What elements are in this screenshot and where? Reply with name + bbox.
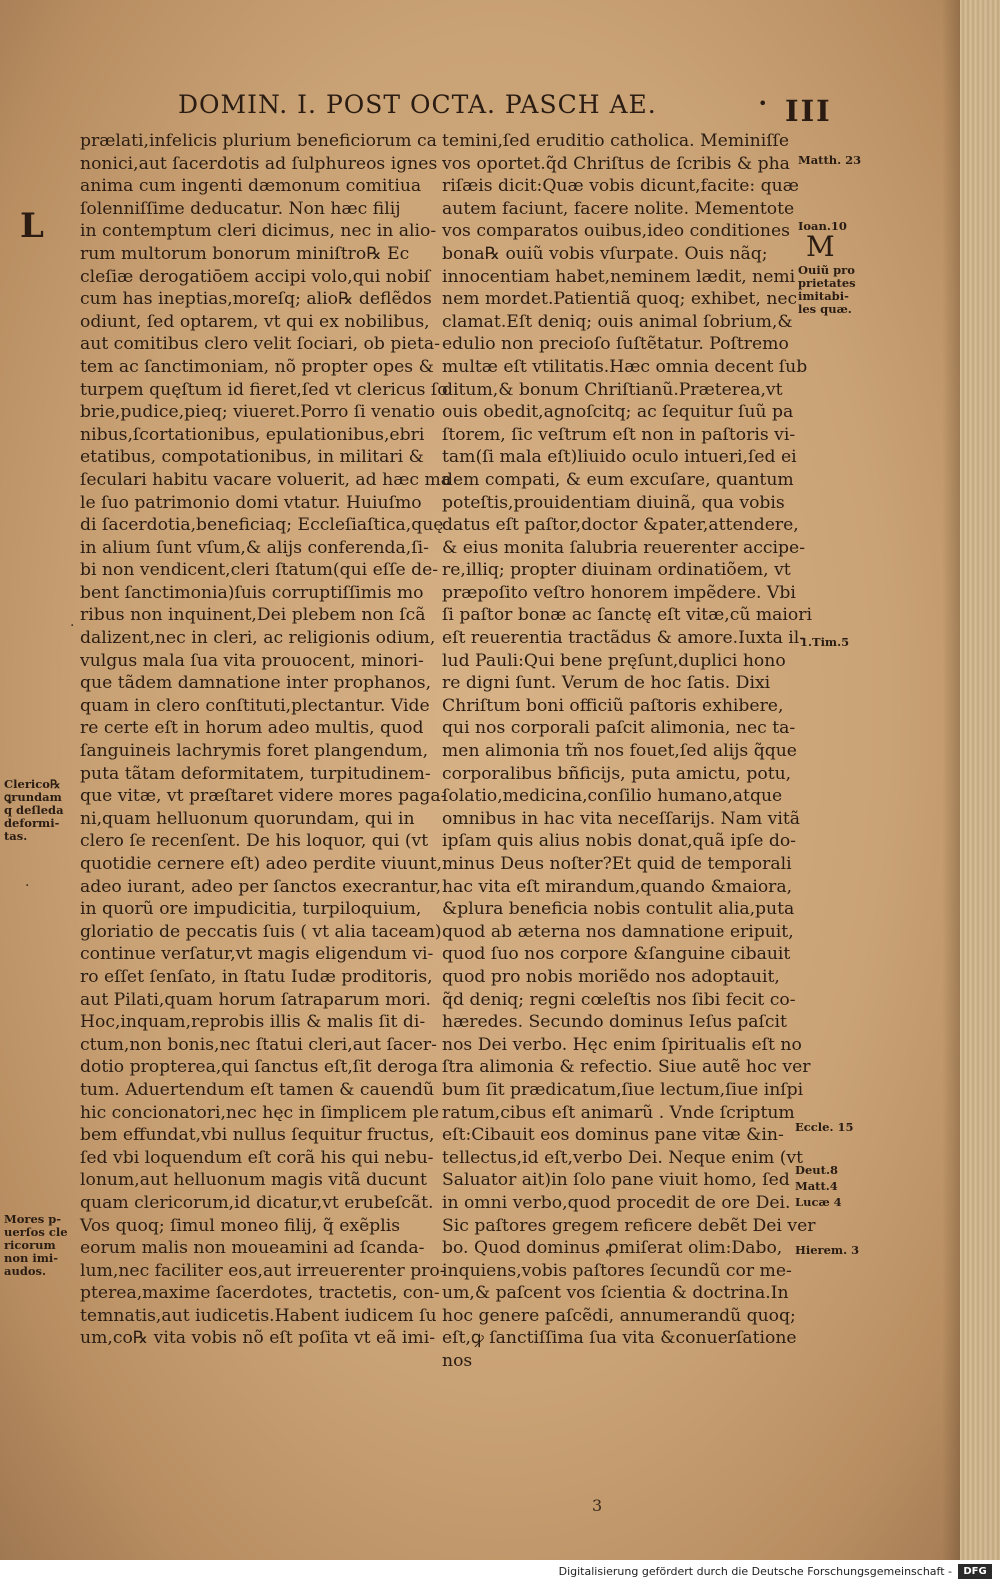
text-line: clero ſe recenſent. De his loquor, qui (vt <box>80 831 429 852</box>
right-margin-ref-ioan: Ioan.10 <box>798 219 847 233</box>
right-margin-note-ouium <box>798 264 856 316</box>
text-line: &plura beneficia nobis contulit alia,puta <box>442 899 795 920</box>
text-line: riſæis dicit:Quæ vobis dicunt,facite: quæ <box>442 176 799 197</box>
text-line: dalizent,nec in cleri, ac religionis odium, <box>80 628 436 649</box>
text-line: & eius monita ſalubria reuerenter accipe- <box>442 537 806 558</box>
right-margin-ref-luc: Lucæ 4 <box>795 1195 842 1209</box>
text-line: eorum malis non moueamini ad ſcanda- <box>80 1238 425 1259</box>
left-margin-note-clericorum <box>4 778 64 843</box>
text-line: eſt reuerentia tractãdus & amore.Iuxta il- <box>442 628 806 649</box>
text-line: quam clericorum,id dicatur,vt erubeſcãt. <box>80 1192 434 1213</box>
ink-mark: · <box>70 618 75 634</box>
text-line: rum multorum bonorum miniſtro℞ Ec <box>80 243 410 264</box>
text-line: ro eſſet ſenſato, in ſtatu Iudæ proditoris, <box>80 966 433 987</box>
margin-note-line: Ouiũ pro <box>798 263 855 277</box>
text-line: re certe eſt in horum adeo multis, quod <box>80 718 424 739</box>
text-line: nos Dei verbo. Hęc enim ſpiritualis eſt no <box>442 1034 802 1055</box>
text-line: in quorũ ore impudicitia, turpiloquium, <box>80 899 422 920</box>
text-line: edulio non precioſo ſuſtẽtatur. Poſtremo <box>442 334 789 355</box>
text-line: ribus non inquinent,Dei plebem non ſcã <box>80 605 426 626</box>
text-line: hac vita eſt mirandum,quando &maiora, <box>442 876 793 897</box>
text-line: Vos quoq; ſimul moneo filij, q̃ exẽplis <box>80 1215 401 1236</box>
text-line: lonum,aut helluonum magis vitã ducunt <box>80 1170 427 1191</box>
text-line: prælati,infelicis plurium beneficiorum ca <box>80 131 437 151</box>
footer-credit-text: Digitalisierung gefördert durch die Deutsche Forschungsgemeinschaft - <box>558 1565 952 1578</box>
margin-note-line: prietates <box>798 276 856 290</box>
text-line: ſi paſtor bonæ ac ſanctę eſt vitæ,cũ maiori <box>442 605 812 626</box>
margin-note-line: ꝗrundam <box>4 790 62 804</box>
text-line: quod ab æterna nos damnatione eripuit, <box>442 921 794 942</box>
text-line: continue verſatur,vt magis eligendum vi- <box>80 944 434 965</box>
text-line: ſolatio,medicina,conſilio humano,atque <box>442 786 783 807</box>
text-line: anima cum ingenti dæmonum comitiua <box>80 176 422 197</box>
text-line: bem effundat,vbi nullus ſequitur fructus, <box>80 1125 435 1146</box>
text-line: corporalibus bñficijs, puta amictu, potu, <box>442 763 792 784</box>
text-line: quod ſuo nos corpore &ſanguine cibauit <box>442 944 791 965</box>
text-line: clamat.Eſt deniq; ouis animal ſobrium,& <box>442 311 793 332</box>
text-line: quod pro nobis moriẽdo nos adoptauit, <box>442 966 780 987</box>
text-line: bi non vendicent,cleri ſtatum(qui eſſe de- <box>80 560 439 581</box>
text-line: eſt,ꝙ ſanctiſſima ſua vita &conuerſatione <box>442 1328 797 1349</box>
text-line: Sic paſtores gregem reficere debẽt Dei ver <box>442 1215 816 1236</box>
text-line: ſolenniſſime deducatur. Non hæc filij <box>80 198 401 219</box>
text-line: tellectus,id eſt,verbo Dei. Neque enim (vt <box>442 1147 804 1168</box>
text-line: Chriſtum boni officiũ paſtoris exhibere, <box>442 695 784 716</box>
text-line: re digni ſunt. Verum de hoc ſatis. Dixi <box>442 673 771 694</box>
text-line: innocentiam habet,neminem lædit, nemi <box>442 266 796 287</box>
text-line: ſed vbi loquendum eſt corã his qui nebu- <box>80 1147 434 1168</box>
text-line: temnatis,aut iudicetis.Habent iudicem ſu <box>80 1305 437 1326</box>
text-line: aut Pilati,quam horum ſatraparum mori. <box>80 989 432 1010</box>
margin-note-line: non imi- <box>4 1251 59 1265</box>
text-line: dotio propterea,qui ſanctus eſt,ſit deroga <box>80 1057 439 1078</box>
margin-note-line: audos. <box>4 1264 47 1278</box>
text-line: hæredes. Secundo dominus Ieſus paſcit <box>442 1012 787 1033</box>
text-line: lum,nec faciliter eos,aut irreuerenter pro- <box>80 1260 446 1281</box>
text-line: ditum,& bonum Chriſtianũ.Præterea,vt <box>442 379 783 400</box>
text-line: temini,ſed eruditio catholica. Meminiſſe <box>442 131 790 151</box>
margin-note-line: les quæ. <box>798 302 852 316</box>
text-line: nem mordet.Patientiã quoq; exhibet, nec <box>442 289 798 310</box>
signature-mark: 3 <box>592 1496 603 1515</box>
text-line: eſt:Cibauit eos dominus pane vitæ &in- <box>442 1125 784 1146</box>
folio-number: III <box>785 94 832 128</box>
text-line: um,& paſcent vos ſcientia & doctrina.In <box>442 1283 789 1304</box>
text-line: datus eſt paſtor,doctor &pater,attendere, <box>442 515 799 536</box>
text-line: que tãdem damnatione inter prophanos, <box>80 673 432 694</box>
text-line: hoc genere paſcẽdi, annumerandũ quoq; <box>442 1305 796 1326</box>
text-line: nibus,ſcortationibus, epulationibus,ebri <box>80 424 425 445</box>
margin-note-line: uerſos cle <box>4 1225 68 1239</box>
text-line: quotidie cernere eſt) adeo perdite viuunt, <box>80 854 443 874</box>
left-text-column <box>80 130 451 1350</box>
text-line: ſtra alimonia & refectio. Siue autẽ hoc ver <box>442 1057 811 1078</box>
text-line: um,co℞ vita vobis nõ eſt poſita vt eã imi- <box>80 1328 436 1349</box>
text-line: le ſuo patrimonio domi vtatur. Huiuſmo <box>80 492 422 513</box>
text-line: ſeculari habitu vacare voluerit, ad hæc ma <box>80 469 451 490</box>
text-line: ſanguineis lachrymis foret plangendum, <box>80 741 429 762</box>
text-line: bum ſit prædicatum,ſiue lectum,ſiue inſpi <box>442 1079 804 1100</box>
text-line: vos comparatos ouibus,ideo conditiones <box>442 221 790 242</box>
text-line: ouis obedit,agnoſcitq; ac ſequitur ſuũ pa <box>442 402 794 423</box>
text-line: in omni verbo,quod procedit de ore Dei. <box>442 1192 791 1213</box>
text-line: ptereа,maxime ſacerdotes, tractetis, con- <box>80 1283 440 1304</box>
text-line: minus Deus noſter?Et quid de temporali <box>442 854 792 874</box>
right-margin-ref-matt: Matt.4 <box>795 1179 838 1193</box>
text-line: adeo iurant, adeo per ſanctos execrantur, <box>80 876 442 897</box>
text-line: ſtorem, ſic veſtrum eſt non in paſtoris vi- <box>442 424 796 445</box>
text-line: etatibus, compotationibus, in militari & <box>80 447 424 468</box>
text-line: brie,pudice,pieq; viueret.Porro ſi venatio <box>80 402 436 423</box>
text-line: qui nos corporali paſcit alimonia, nec ta- <box>442 718 796 739</box>
text-line: turpem quęſtum id fieret,ſed vt clericus ſo <box>80 379 448 400</box>
right-margin-ref-tim: 1.Tim.5 <box>800 635 850 649</box>
text-line: di ſacerdotia,beneficiaq; Eccleſiaſtica,quę <box>80 515 444 536</box>
right-margin-ref-matth: Matth. 23 <box>798 153 862 167</box>
text-line: tam(ſi mala eſt)liuido oculo intueri,ſed ei <box>442 447 797 468</box>
text-line: poteſtis,prouidentiam diuinã, qua vobis <box>442 492 785 513</box>
text-line: in alium ſunt vſum,& alijs conferenda,ſi- <box>80 537 429 558</box>
book-fore-edge <box>960 0 1000 1560</box>
text-line: inquiens,vobis paſtores ſecundũ cor me- <box>442 1260 792 1281</box>
text-line: vos oportet.q̃d Chriſtus de ſcribis & pha <box>442 153 790 174</box>
right-margin-ref-deut: Deut.8 <box>795 1163 838 1177</box>
running-head: DOMIN. I. POST OCTA. PASCH AE. <box>178 90 657 119</box>
text-line: bona℞ ouiũ vobis vſurpate. Ouis nãq; <box>442 243 768 264</box>
text-line: aut comitibus clero velit ſociari, ob pieta- <box>80 334 440 355</box>
ink-mark: · <box>25 878 30 894</box>
right-text-column <box>442 130 816 1373</box>
text-line: Saluator ait)in ſolo pane viuit homo, ſed <box>442 1170 790 1191</box>
right-margin-initial: M <box>806 230 835 263</box>
margin-note-line: tas. <box>4 829 28 843</box>
text-line: odiunt, ſed optarem, vt qui ex nobilibus, <box>80 311 430 332</box>
text-line: ratum,cibus eſt animarũ . Vnde ſcriptum <box>442 1102 795 1123</box>
margin-note-line: Mores p- <box>4 1212 62 1226</box>
text-line: lud Pauli:Qui bene pręſunt,duplici hono <box>442 650 786 671</box>
margin-note-line: deformi- <box>4 816 60 830</box>
text-line: in contemptum cleri dicimus, nec in alio- <box>80 221 437 242</box>
page-gutter-shadow <box>942 0 960 1560</box>
text-line: autem faciunt, facere nolite. Mementote <box>442 198 795 219</box>
text-line: tum. Aduertendum eſt tamen & cauendũ <box>80 1079 435 1100</box>
left-margin-initial: L <box>20 206 44 246</box>
text-line: re,illiq; propter diuinam ordinatiõem, vt <box>442 560 791 581</box>
text-line: omnibus in hac vita neceſſarijs. Nam vitã <box>442 808 801 829</box>
left-margin-note-mores <box>4 1213 68 1278</box>
text-line: bo. Quod dominus ꝓmiſerat olim:Dabo, <box>442 1238 783 1259</box>
digitization-footer <box>0 1560 1000 1582</box>
margin-note-line: imitabi- <box>798 289 849 303</box>
text-line: men alimonia tm̃ nos fouet,ſed alijs q̃que <box>442 741 797 762</box>
text-line: que vitæ, vt præſtaret videre mores paga- <box>80 786 447 807</box>
text-line: vulgus mala ſua vita prouocent, minori- <box>80 650 424 671</box>
right-margin-ref-hierem: Hierem. 3 <box>795 1243 860 1257</box>
text-line: ctum,non bonis,nec ſtatui cleri,aut ſacer- <box>80 1034 437 1055</box>
margin-note-line: ricorum <box>4 1238 56 1252</box>
text-line: præpoſito veſtro honorem impẽdere. Vbi <box>442 582 796 603</box>
text-line: cum has ineptias,moreſq; alio℞ deflẽdos <box>80 289 432 310</box>
text-line: cleſiæ derogatiōem accipi volo,qui nobiſ <box>80 266 431 287</box>
right-margin-ref-eccle: Eccle. 15 <box>795 1120 854 1134</box>
text-line: puta tãtam deformitatem, turpitudinem- <box>80 763 431 784</box>
dfg-logo-badge: DFG <box>958 1564 992 1579</box>
text-line: nonici,aut ſacerdotis ad ſulphureos ignes <box>80 153 438 174</box>
text-line: dem compati, & eum excuſare, quantum <box>442 469 794 490</box>
text-line: ni,quam helluonum quorundam, qui in <box>80 808 415 829</box>
margin-note-line: Clerico℞ <box>4 777 61 791</box>
text-line: Hoc,inquam,reprobis illis & malis ſit di- <box>80 1012 426 1033</box>
running-head-dot: • <box>758 94 768 113</box>
text-line: ipſam quis alius nobis donat,quã ipſe do- <box>442 831 796 852</box>
text-line: tem ac ſanctimoniam, nõ propter opes & <box>80 356 434 377</box>
text-line: nos <box>442 1351 473 1372</box>
text-line: bent ſanctimonia)ſuis corruptiſſimis mo <box>80 582 424 603</box>
margin-note-line: q deſleda <box>4 803 64 817</box>
text-line: quam in clero conſtituti,plectantur. Vide <box>80 695 430 716</box>
text-line: hic concionatori,nec hęc in ſimplicem ple <box>80 1102 439 1123</box>
text-line: multæ eſt vtilitatis.Hæc omnia decent ſub <box>442 356 808 377</box>
text-line: q̃d deniq; regni cœleſtis nos ſibi fecit co- <box>442 989 796 1010</box>
text-line: gloriatio de peccatis ſuis ( vt alia taceam) <box>80 921 442 942</box>
